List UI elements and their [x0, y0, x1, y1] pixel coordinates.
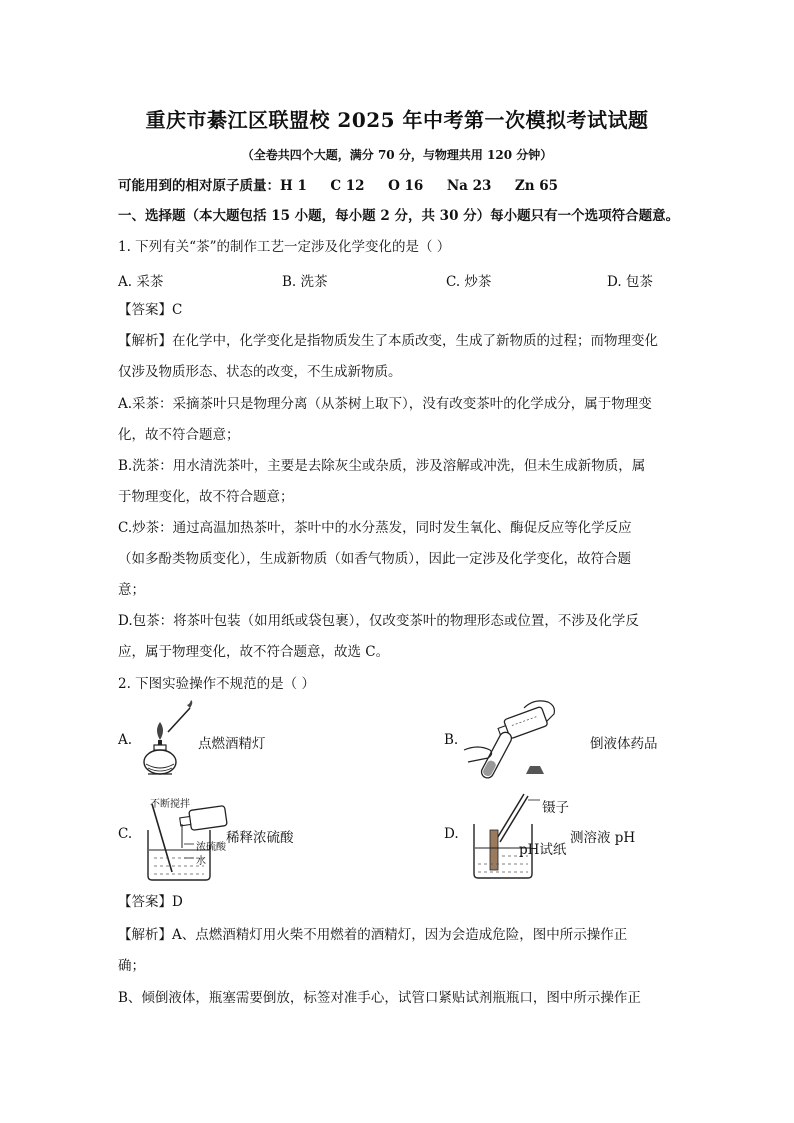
q2-option-d-letter: D. [444, 826, 459, 842]
question-1-stem: 1. 下列有关“茶”的制作工艺一定涉及化学变化的是（ ） [118, 239, 451, 255]
q2-d-tweezers-label: 镊子 [542, 800, 569, 816]
q1-option-d: D. 包茶 [607, 274, 653, 290]
q1-analysis-line: 【解析】在化学中，化学变化是指物质发生了本质改变，生成了新物质的过程；而物理变化 [118, 333, 658, 349]
page-title: 重庆市綦江区联盟校 2025 年中考第一次模拟考试试题 [145, 108, 649, 132]
q2-option-a-caption: 点燃酒精灯 [198, 736, 266, 752]
atomic-masses: 可能用到的相对原子质量：H 1 C 12 O 16 Na 23 Zn 65 [118, 178, 559, 194]
q1-option-c: C. 炒茶 [446, 274, 492, 290]
q2-option-b-letter: B. [444, 732, 459, 748]
pouring-liquid-figure [462, 696, 572, 786]
page-subtitle: （全卷共四个大题，满分 70 分，与物理共用 120 分钟） [241, 148, 553, 162]
q2-option-c-letter: C. [118, 826, 133, 842]
q1-analysis-line: B.洗茶：用水清洗茶叶，主要是去除灰尘或杂质，涉及溶解或冲洗，但未生成新物质，属 [118, 458, 646, 474]
q1-analysis-line: D.包茶：将茶叶包装（如用纸或袋包裹），仅改变茶叶的物理形态或位置，不涉及化学反 [118, 613, 639, 629]
alcohol-lamp-figure [138, 700, 198, 780]
q1-analysis-line: 化，故不符合题意； [118, 427, 240, 443]
q1-answer: 【答案】C [118, 302, 183, 318]
question-2-stem: 2. 下图实验操作不规范的是（ ） [118, 676, 315, 692]
q2-analysis-line: B、倾倒液体，瓶塞需要倒放，标签对准手心，试管口紧贴试剂瓶瓶口，图中所示操作正 [118, 990, 641, 1006]
q1-analysis-line: A.采茶：采摘茶叶只是物理分离（从茶树上取下），没有改变茶叶的化学成分，属于物理变 [118, 396, 652, 412]
q2-analysis-line: 【解析】A、点燃酒精灯用火柴不用燃着的酒精灯，因为会造成危险，图中所示操作正 [118, 927, 628, 943]
q2-d-paper-label: pH试纸 [519, 842, 567, 858]
q2-c-stir-label: 不断搅拌 [150, 799, 190, 810]
q2-option-b-caption: 倒液体药品 [590, 736, 658, 752]
q2-option-d-caption: 测溶液 pH [570, 830, 636, 846]
q1-analysis-line: 仅涉及物质形态、状态的改变，不生成新物质。 [118, 364, 402, 380]
q1-analysis-line: 意； [118, 582, 145, 598]
q2-analysis-line: 确； [118, 958, 145, 974]
q1-analysis-line: 于物理变化，故不符合题意； [118, 489, 294, 505]
q2-option-a-letter: A. [118, 732, 133, 748]
q1-analysis-line: （如多酚类物质变化），生成新物质（如香气物质），因此一定涉及化学变化，故符合题 [118, 551, 631, 567]
q2-c-acid-label: 浓硫酸 [196, 842, 226, 853]
q1-option-b: B. 洗茶 [282, 274, 328, 290]
q1-option-a: A. 采茶 [118, 274, 164, 290]
section-heading: 一、选择题（本大题包括 15 小题，每小题 2 分，共 30 分）每小题只有一个选项符合题意。 [118, 208, 680, 224]
q2-option-c-caption: 稀释浓硫酸 [226, 830, 294, 846]
q1-analysis-line: C.炒茶：通过高温加热茶叶，茶叶中的水分蒸发，同时发生氧化、酶促反应等化学反应 [118, 520, 632, 536]
q2-answer: 【答案】D [118, 894, 183, 910]
q1-analysis-line: 应，属于物理变化，故不符合题意，故选 C。 [118, 644, 390, 660]
q2-c-water-label: 水 [196, 856, 206, 867]
